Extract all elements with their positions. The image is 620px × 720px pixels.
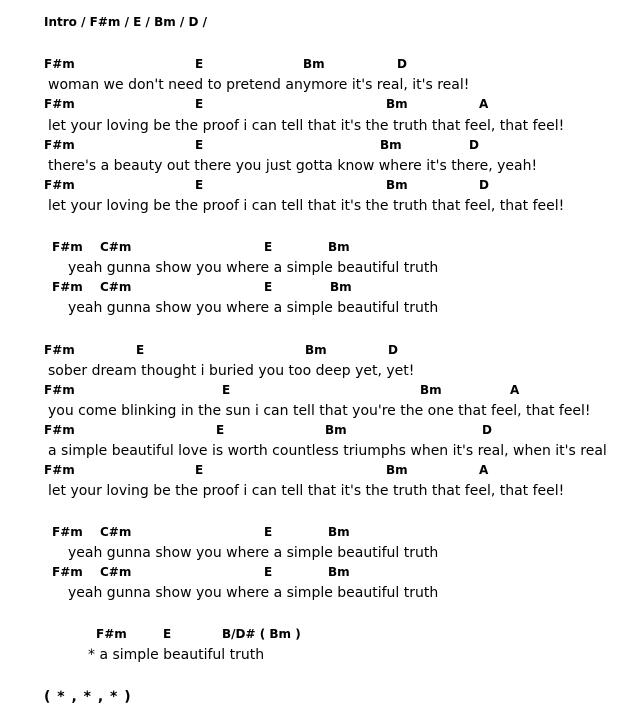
chord: Bm: [386, 97, 408, 111]
chord: D: [479, 178, 489, 192]
chord: E: [264, 280, 273, 294]
lyric-line: yeah gunna show you where a simple beautiful truth: [68, 585, 439, 601]
chord: D: [469, 138, 479, 152]
chord: E: [264, 525, 273, 539]
chord: Bm: [386, 463, 408, 477]
lyric-line: a simple beautiful love is worth countless triumphs when it's real, when it's real: [48, 443, 607, 459]
chord-line: [0, 564, 620, 584]
lyric-line: * a simple beautiful truth: [88, 647, 265, 663]
chord-line: [0, 462, 620, 482]
chord: Bm: [380, 138, 402, 152]
lyric-line: there's a beauty out there you just gotta know where it's there, yeah!: [48, 158, 538, 174]
chord: E: [264, 565, 273, 579]
chord: E: [163, 627, 172, 641]
chord-line: [0, 524, 620, 544]
chord: D: [482, 423, 492, 437]
chord: A: [479, 97, 489, 111]
chord: Bm: [305, 343, 327, 357]
chord-line: [0, 239, 620, 259]
chord: F#m: [44, 178, 75, 192]
lyric-line: let your loving be the proof i can tell that it's the truth that feel, that feel!: [48, 483, 565, 499]
chord-line: [0, 342, 620, 362]
chord: C#m: [100, 565, 132, 579]
chord: E: [195, 97, 204, 111]
chord: F#m: [44, 343, 75, 357]
chord: E: [195, 57, 204, 71]
chord: F#m: [52, 525, 83, 539]
chord: Bm: [328, 565, 350, 579]
chord: Bm: [328, 525, 350, 539]
chord: E: [195, 138, 204, 152]
chord: Bm: [303, 57, 325, 71]
intro-line: Intro / F#m / E / Bm / D /: [44, 15, 207, 29]
chord: E: [195, 463, 204, 477]
chord: A: [479, 463, 489, 477]
chord: C#m: [100, 525, 132, 539]
chord: F#m: [44, 97, 75, 111]
lyric-line: woman we don't need to pretend anymore it's real, it's real!: [48, 77, 470, 93]
chord: E: [195, 178, 204, 192]
lyric-line: let your loving be the proof i can tell that it's the truth that feel, that feel!: [48, 198, 565, 214]
chord: B/D# ( Bm ): [222, 627, 301, 641]
lyric-line: sober dream thought i buried you too deep yet, yet!: [48, 363, 415, 379]
chord: F#m: [44, 383, 75, 397]
ending-line: ( * , * , * ): [44, 689, 132, 705]
chord: Bm: [386, 178, 408, 192]
lyric-line: yeah gunna show you where a simple beautiful truth: [68, 300, 439, 316]
chord-line: [0, 177, 620, 197]
chord: E: [222, 383, 231, 397]
chord-line: [0, 279, 620, 299]
chord: F#m: [44, 57, 75, 71]
lyric-line: yeah gunna show you where a simple beautiful truth: [68, 545, 439, 561]
lyric-line: you come blinking in the sun i can tell that you're the one that feel, that feel!: [48, 403, 591, 419]
chord-line: [0, 382, 620, 402]
chord: C#m: [100, 280, 132, 294]
chord: E: [136, 343, 145, 357]
chord-line: [0, 96, 620, 116]
chord: F#m: [44, 138, 75, 152]
chord-line: [0, 137, 620, 157]
lyric-line: let your loving be the proof i can tell that it's the truth that feel, that feel!: [48, 118, 565, 134]
lyric-line: yeah gunna show you where a simple beautiful truth: [68, 260, 439, 276]
chord: F#m: [52, 565, 83, 579]
chord: Bm: [420, 383, 442, 397]
chord: A: [510, 383, 520, 397]
chord: D: [388, 343, 398, 357]
chord: Bm: [328, 240, 350, 254]
chord: Bm: [325, 423, 347, 437]
chord: C#m: [100, 240, 132, 254]
chord: E: [264, 240, 273, 254]
chord-line: [0, 56, 620, 76]
chord: E: [216, 423, 225, 437]
chord-line: [0, 626, 620, 646]
chord: F#m: [52, 240, 83, 254]
chord: F#m: [96, 627, 127, 641]
chord: F#m: [52, 280, 83, 294]
chord: D: [397, 57, 407, 71]
chord-line: [0, 422, 620, 442]
chord: F#m: [44, 463, 75, 477]
chord: F#m: [44, 423, 75, 437]
chord: Bm: [330, 280, 352, 294]
